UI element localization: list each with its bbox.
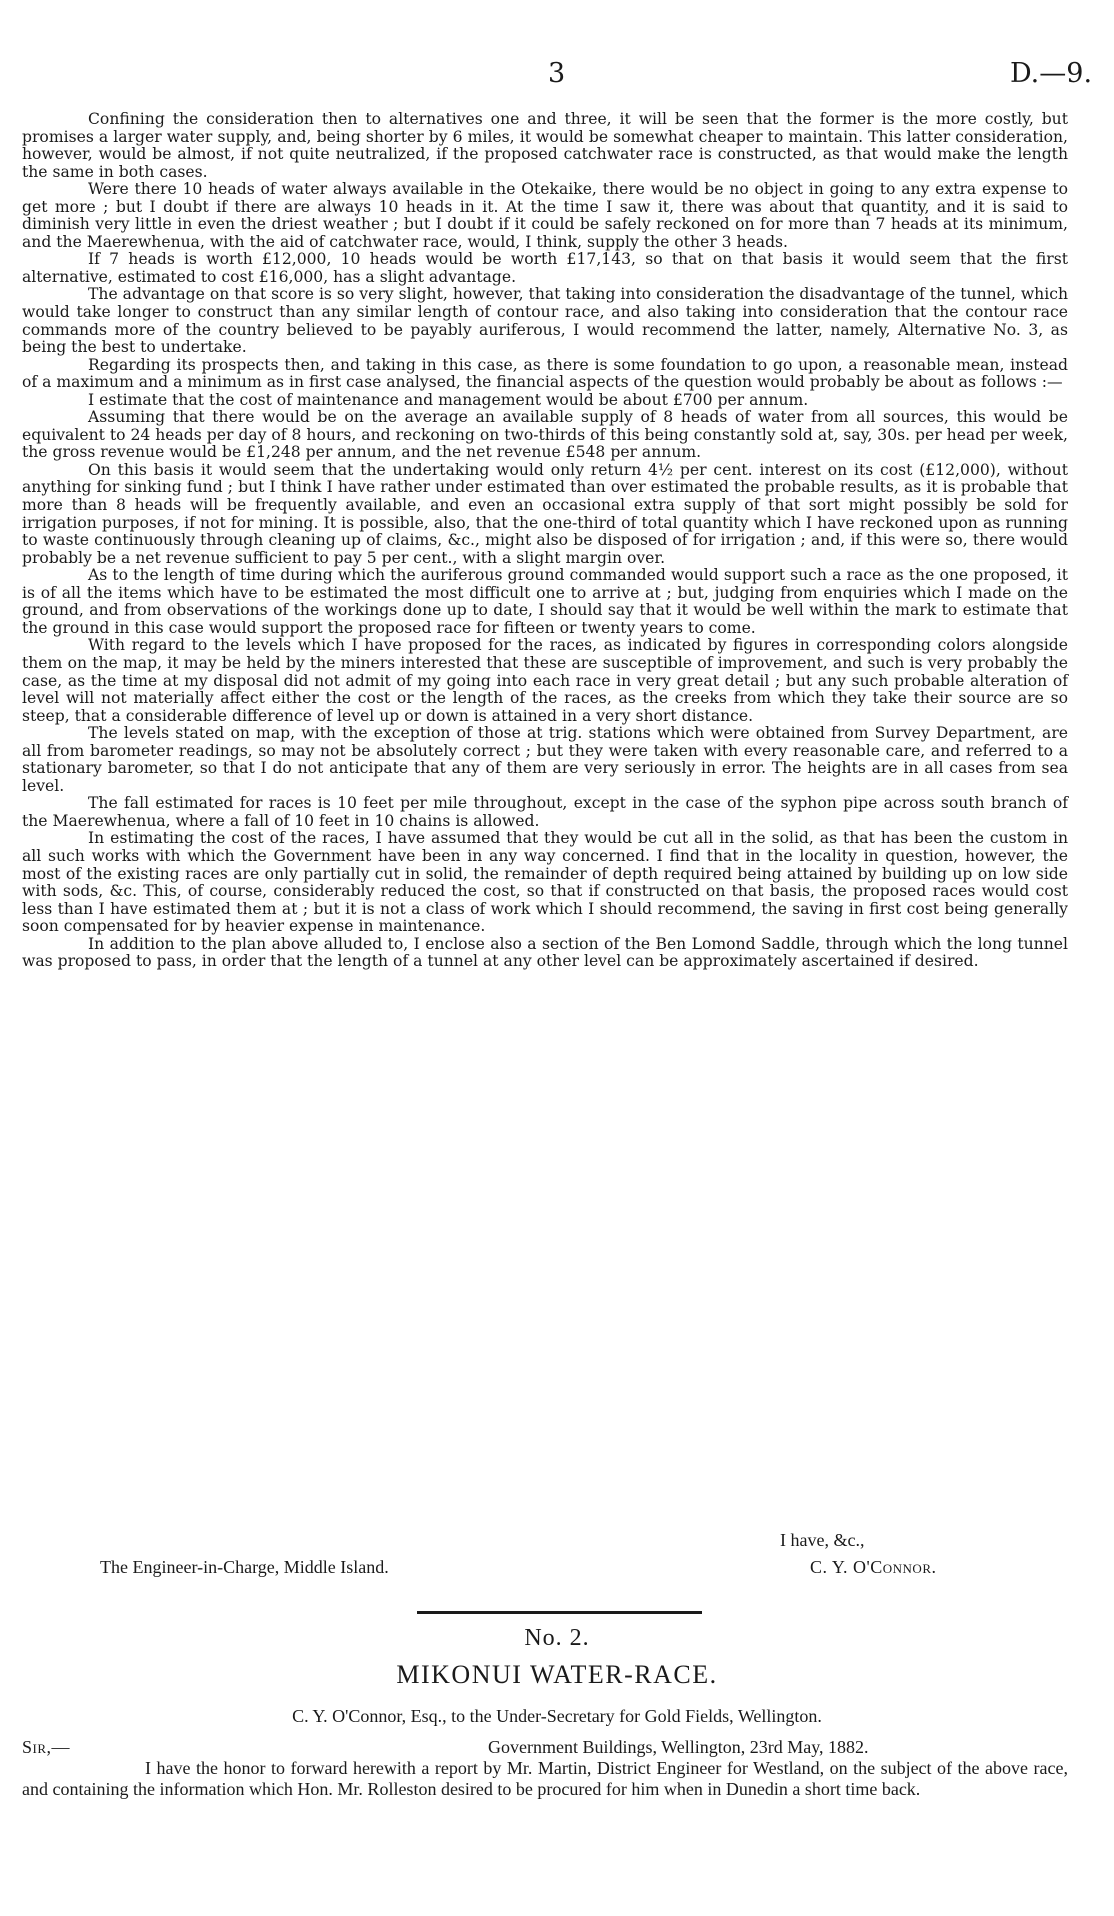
document-reference: D.—9.: [1010, 58, 1093, 89]
salutation: Sir,—: [22, 1737, 71, 1757]
paragraph: In estimating the cost of the races, I have assumed that they would be cut all in the solid, as that has been the custom in all such works with which the Government have been in any way concerned. I find that in the locality in question, however, the most of the existing races are only partially cut in solid, the remainder of depth required being attained by building up on low side with sods, &c. This, of course, considerably reduced the cost, so that if constructed on that basis, the proposed races would cost less than I have estimated them at ; but it is not a class of work which I should recommend, the saving in first cost being generally soon compensated for by heavier expense in maintenance.: [22, 829, 1068, 936]
letter-subtitle: C. Y. O'Connor, Esq., to the Under-Secretary for Gold Fields, Wellington.: [292, 1706, 822, 1726]
paragraph: If 7 heads is worth £12,000, 10 heads would be worth £17,143, so that on that basis it would seem that the first alternative, estimated to cost £16,000, has a slight advantage.: [22, 250, 1068, 286]
page-number: 3: [548, 58, 566, 89]
paragraph: In addition to the plan above alluded to, I enclose also a section of the Ben Lomond Saddle, through which the long tunnel was proposed to pass, in order that the length of a tunnel at any other level can be approximately ascertained if desired.: [22, 934, 1068, 971]
paragraph: Confining the consideration then to alternatives one and three, it will be seen that the former is the more costly, but promises a larger water supply, and, being shorter by 6 miles, it would be somewhat cheaper to maintain. This latter consideration, however, would be almost, if not quite neutralized, if the proposed catchwater race is constructed, as that would make the length the same in both cases.: [22, 110, 1068, 181]
paragraph: The fall estimated for races is 10 feet per mile throughout, except in the case of the syphon pipe across south branch of the Maerewhenua, where a fall of 10 feet in 10 chains is allowed.: [22, 794, 1068, 830]
paragraph: With regard to the levels which I have proposed for the races, as indicated by figures in corresponding colors alongside them on the map, it may be held by the miners interested that these are susceptible of improvement, and such is very probably the case, as the time at my disposal did not admit of my going into each race in very great detail ; but any such probable alteration of level will not materially affect either the cost or the length of the races, as the creeks from which they take their source are so steep, that a considerable difference of level up or down is attained in a very short distance.: [22, 636, 1068, 725]
signature: C. Y. O'Connor.: [810, 1557, 937, 1577]
dateline: Government Buildings, Wellington, 23rd May, 1882.: [488, 1737, 869, 1757]
paragraph: Assuming that there would be on the average an available supply of 8 heads of water from all sources, this would be equivalent to 24 heads per day of 8 hours, and reckoning on two-thirds of this being constantly sold at, say, 30s. per head per week, the gross revenue would be £1,248 per annum, and the net revenue £548 per annum.: [22, 408, 1068, 462]
report-body: [22, 111, 1068, 971]
paragraph: The advantage on that score is so very slight, however, that taking into consideration the disadvantage of the tunnel, which would take longer to construct than any similar length of contour race, and also taking into consideration that the contour race commands more of the country believed to be payably auriferous, I would recommend the latter, namely, Alternative No. 3, as being the best to undertake.: [22, 285, 1068, 357]
section-title: MIKONUI WATER-RACE.: [396, 1660, 718, 1689]
paragraph: I have the honor to forward herewith a report by Mr. Martin, District Engineer for Westland, on the subject of the above race, and containing the information which Hon. Mr. Rolleston desired to be procured for him when in Dunedin a short time back.: [22, 1758, 1068, 1799]
letter-body: [22, 1758, 1068, 1799]
paragraph: The levels stated on map, with the exception of those at trig. stations which were obtained from Survey Department, are all from barometer readings, so may not be absolutely correct ; but they were taken with every reasonable care, and referred to a stationary barometer, so that I do not anticipate that any of them are very seriously in error. The heights are in all cases from sea level.: [22, 724, 1068, 795]
paragraph: Were there 10 heads of water always available in the Otekaike, there would be no object in going to any extra expense to get more ; but I doubt if there are always 10 heads in it. At the time I saw it, there was about that quantity, and it is said to diminish very little in even the driest weather ; but I doubt if it could be safely reckoned on for more than 7 heads at its minimum, and the Maerewhenua, with the aid of catchwater race, would, I think, supply the other 3 heads.: [22, 180, 1068, 251]
paragraph: As to the length of time during which the auriferous ground commanded would support such a race as the one proposed, it is of all the items which have to be estimated the most difficult one to arrive at ; but, judging from enquiries which I made on the ground, and from observations of the workings done up to date, I should say that it would be well within the mark to estimate that the ground in this case would support the proposed race for fifteen or twenty years to come.: [22, 566, 1068, 637]
paragraph: Regarding its prospects then, and taking in this case, as there is some foundation to go upon, a reasonable mean, instead of a maximum and a minimum as in first case analysed, the financial aspects of the question would probably be about as follows :—: [22, 355, 1068, 392]
paragraph: I estimate that the cost of maintenance and management would be about £700 per annum.: [88, 390, 809, 409]
closing-formula: I have, &c.,: [780, 1530, 865, 1550]
section-divider: [417, 1611, 702, 1614]
paragraph: On this basis it would seem that the undertaking would only return 4½ per cent. interest on its cost (£12,000), without anything for sinking fund ; but I think I have rather under estimated than over estimated the probable results, as it is probable that more than 8 heads will be frequently available, and even an occasional extra supply of that sort might possibly be sold for irrigation purposes, if not for mining. It is possible, also, that the one-third of total quantity which I have reckoned upon as running to waste continuously through cleaning up of claims, &c., might also be disposed of for irrigation ; and, if this were so, there would probably be a net revenue sufficient to pay 5 per cent., with a slight margin over.: [22, 460, 1068, 567]
addressee: The Engineer-in-Charge, Middle Island.: [100, 1557, 389, 1577]
section-number: No. 2.: [524, 1625, 590, 1651]
